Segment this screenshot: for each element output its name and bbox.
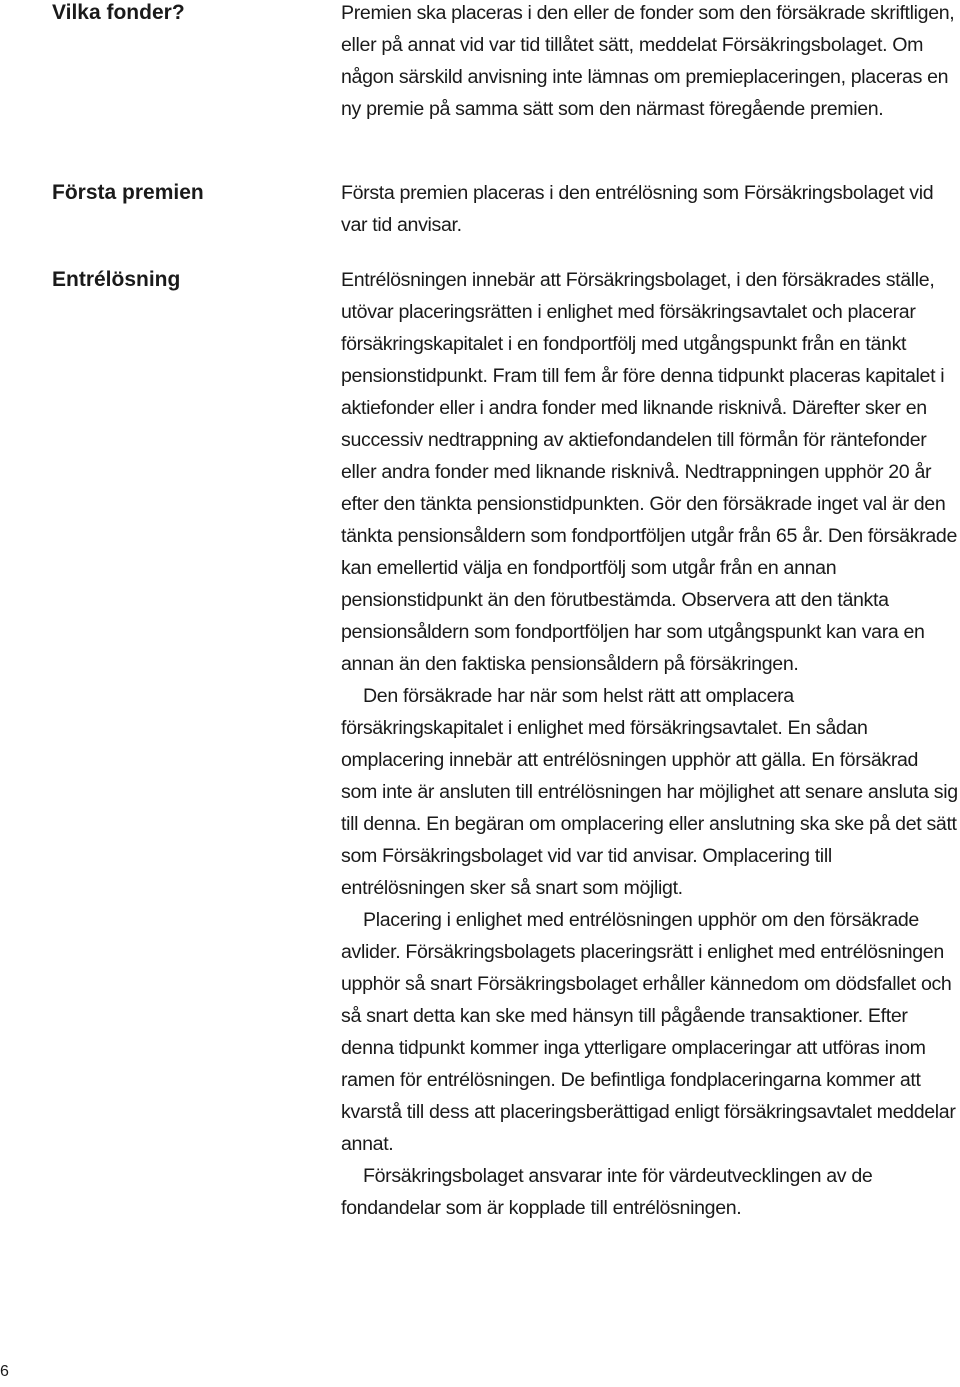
paragraph: Entrélösningen innebär att Försäkringsbolaget, i den försäkrades ställe, utövar placeringsrätten i enlighet med försäkringsavtalet och placerar försäkringskapitalet i en fondportfölj med utgångspunkt från en tänkt pensionstidpunkt. Fram till fem år före denna tidpunkt placeras kapitalet i aktiefonder eller i andra fonder med liknande risknivå. Därefter sker en successiv nedtrappning av aktiefondandelen till förmån för räntefonder eller andra fonder med liknande risknivå. Nedtrappningen upphör 20 år efter den tänkta pensionstidpunkten. Gör den försäkrade inget val är den tänkta pensionsåldern som fondportföljen utgår från 65 år. Den försäkrade kan emellertid välja en fondportfölj som utgår från en annan pensionstidpunkt än den förutbestämda. Observera att den tänkta pensionsåldern som fondportföljen har som utgångspunkt kan vara en annan än den faktiska pensionsåldern på försäkringen.	[341, 269, 957, 675]
section-heading-entrelosning: Entrélösning	[52, 268, 181, 291]
paragraph: Premien ska placeras i den eller de fonder som den försäkrade skriftligen, eller på annat vid var tid tillåtet sätt, meddelat Försäkringsbolaget. Om någon särskild anvisning inte lämnas om premieplaceringen, placeras en ny premie på samma sätt som den närmast föregående premien.	[341, 2, 955, 120]
paragraph: Den försäkrade har när som helst rätt att omplacera försäkringskapitalet i enlighet med försäkringsavtalet. En sådan omplacering innebär att entrélösningen upphör att gälla. En försäkrad som inte är ansluten till entrélösningen har möjlighet att senare ansluta sig till denna. En begäran om omplacering eller anslutning ska ske på det sätt som Försäkringsbolaget vid var tid anvisar. Omplacering till entrélösningen sker så snart som möjligt.	[341, 685, 958, 899]
page-number: 6	[0, 1363, 9, 1380]
section-heading-vilka-fonder: Vilka fonder?	[52, 1, 185, 24]
paragraph: Första premien placeras i den entrélösning som Försäkringsbolaget vid var tid anvisar.	[341, 182, 934, 236]
section-body-entrelosning	[341, 264, 959, 1224]
section-body-vilka-fonder	[341, 0, 959, 125]
paragraph: Placering i enlighet med entrélösningen upphör om den försäkrade avlider. Försäkringsbolagets placeringsrätt i enlighet med entrélösningen upphör så snart Försäkringsbolaget erhåller kännedom om dödsfallet och så snart detta kan ske med hänsyn till pågående transaktioner. Efter denna tidpunkt kommer inga ytterligare omplaceringar att utföras inom ramen för entrélösningen. De befintliga fondplaceringarna kommer att kvarstå till dess att placeringsberättigad enligt försäkringsavtalet meddelar annat.	[341, 909, 956, 1155]
section-heading-forsta-premien: Första premien	[52, 181, 204, 204]
section-body-forsta-premien	[341, 177, 959, 241]
paragraph: Försäkringsbolaget ansvarar inte för värdeutvecklingen av de fondandelar som är kopplade till entrélösningen.	[341, 1165, 873, 1219]
